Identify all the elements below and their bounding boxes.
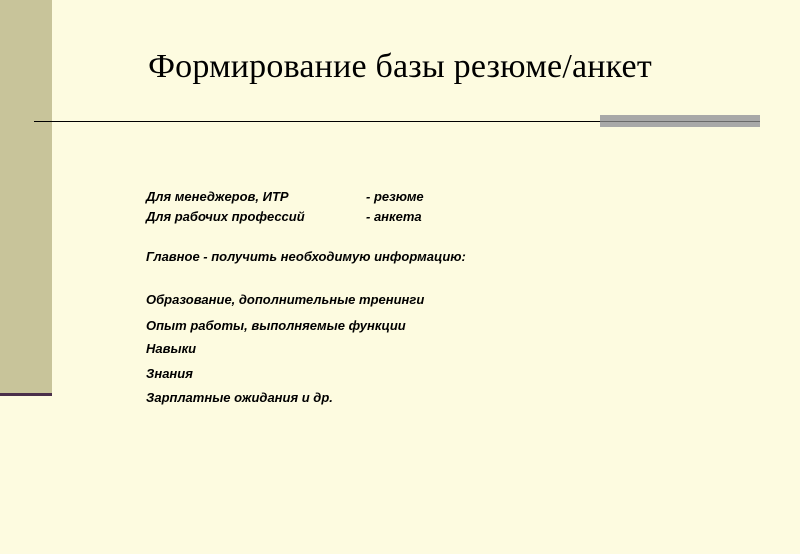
list-item: Опыт работы, выполняемые функции — [146, 318, 406, 333]
list-item: Образование, дополнительные тренинги — [146, 292, 425, 307]
pair-left: Для рабочих профессий — [146, 209, 305, 224]
pairs-list — [146, 187, 424, 227]
pair-right: - анкета — [366, 209, 422, 224]
main-point: Главное - получить необходимую информацию: — [146, 249, 466, 264]
list-item: Навыки — [146, 341, 197, 356]
list-item: Зарплатные ожидания и др. — [146, 390, 333, 405]
title-divider-accent-line — [600, 121, 760, 122]
title-divider — [34, 121, 600, 122]
list-item: Знания — [146, 366, 193, 381]
pair-row — [146, 187, 424, 207]
side-decor-underline — [0, 393, 52, 396]
pair-right: - резюме — [366, 189, 424, 204]
pair-row — [146, 207, 422, 227]
slide-title: Формирование базы резюме/анкет — [148, 48, 652, 85]
pair-left: Для менеджеров, ИТР — [146, 189, 289, 204]
